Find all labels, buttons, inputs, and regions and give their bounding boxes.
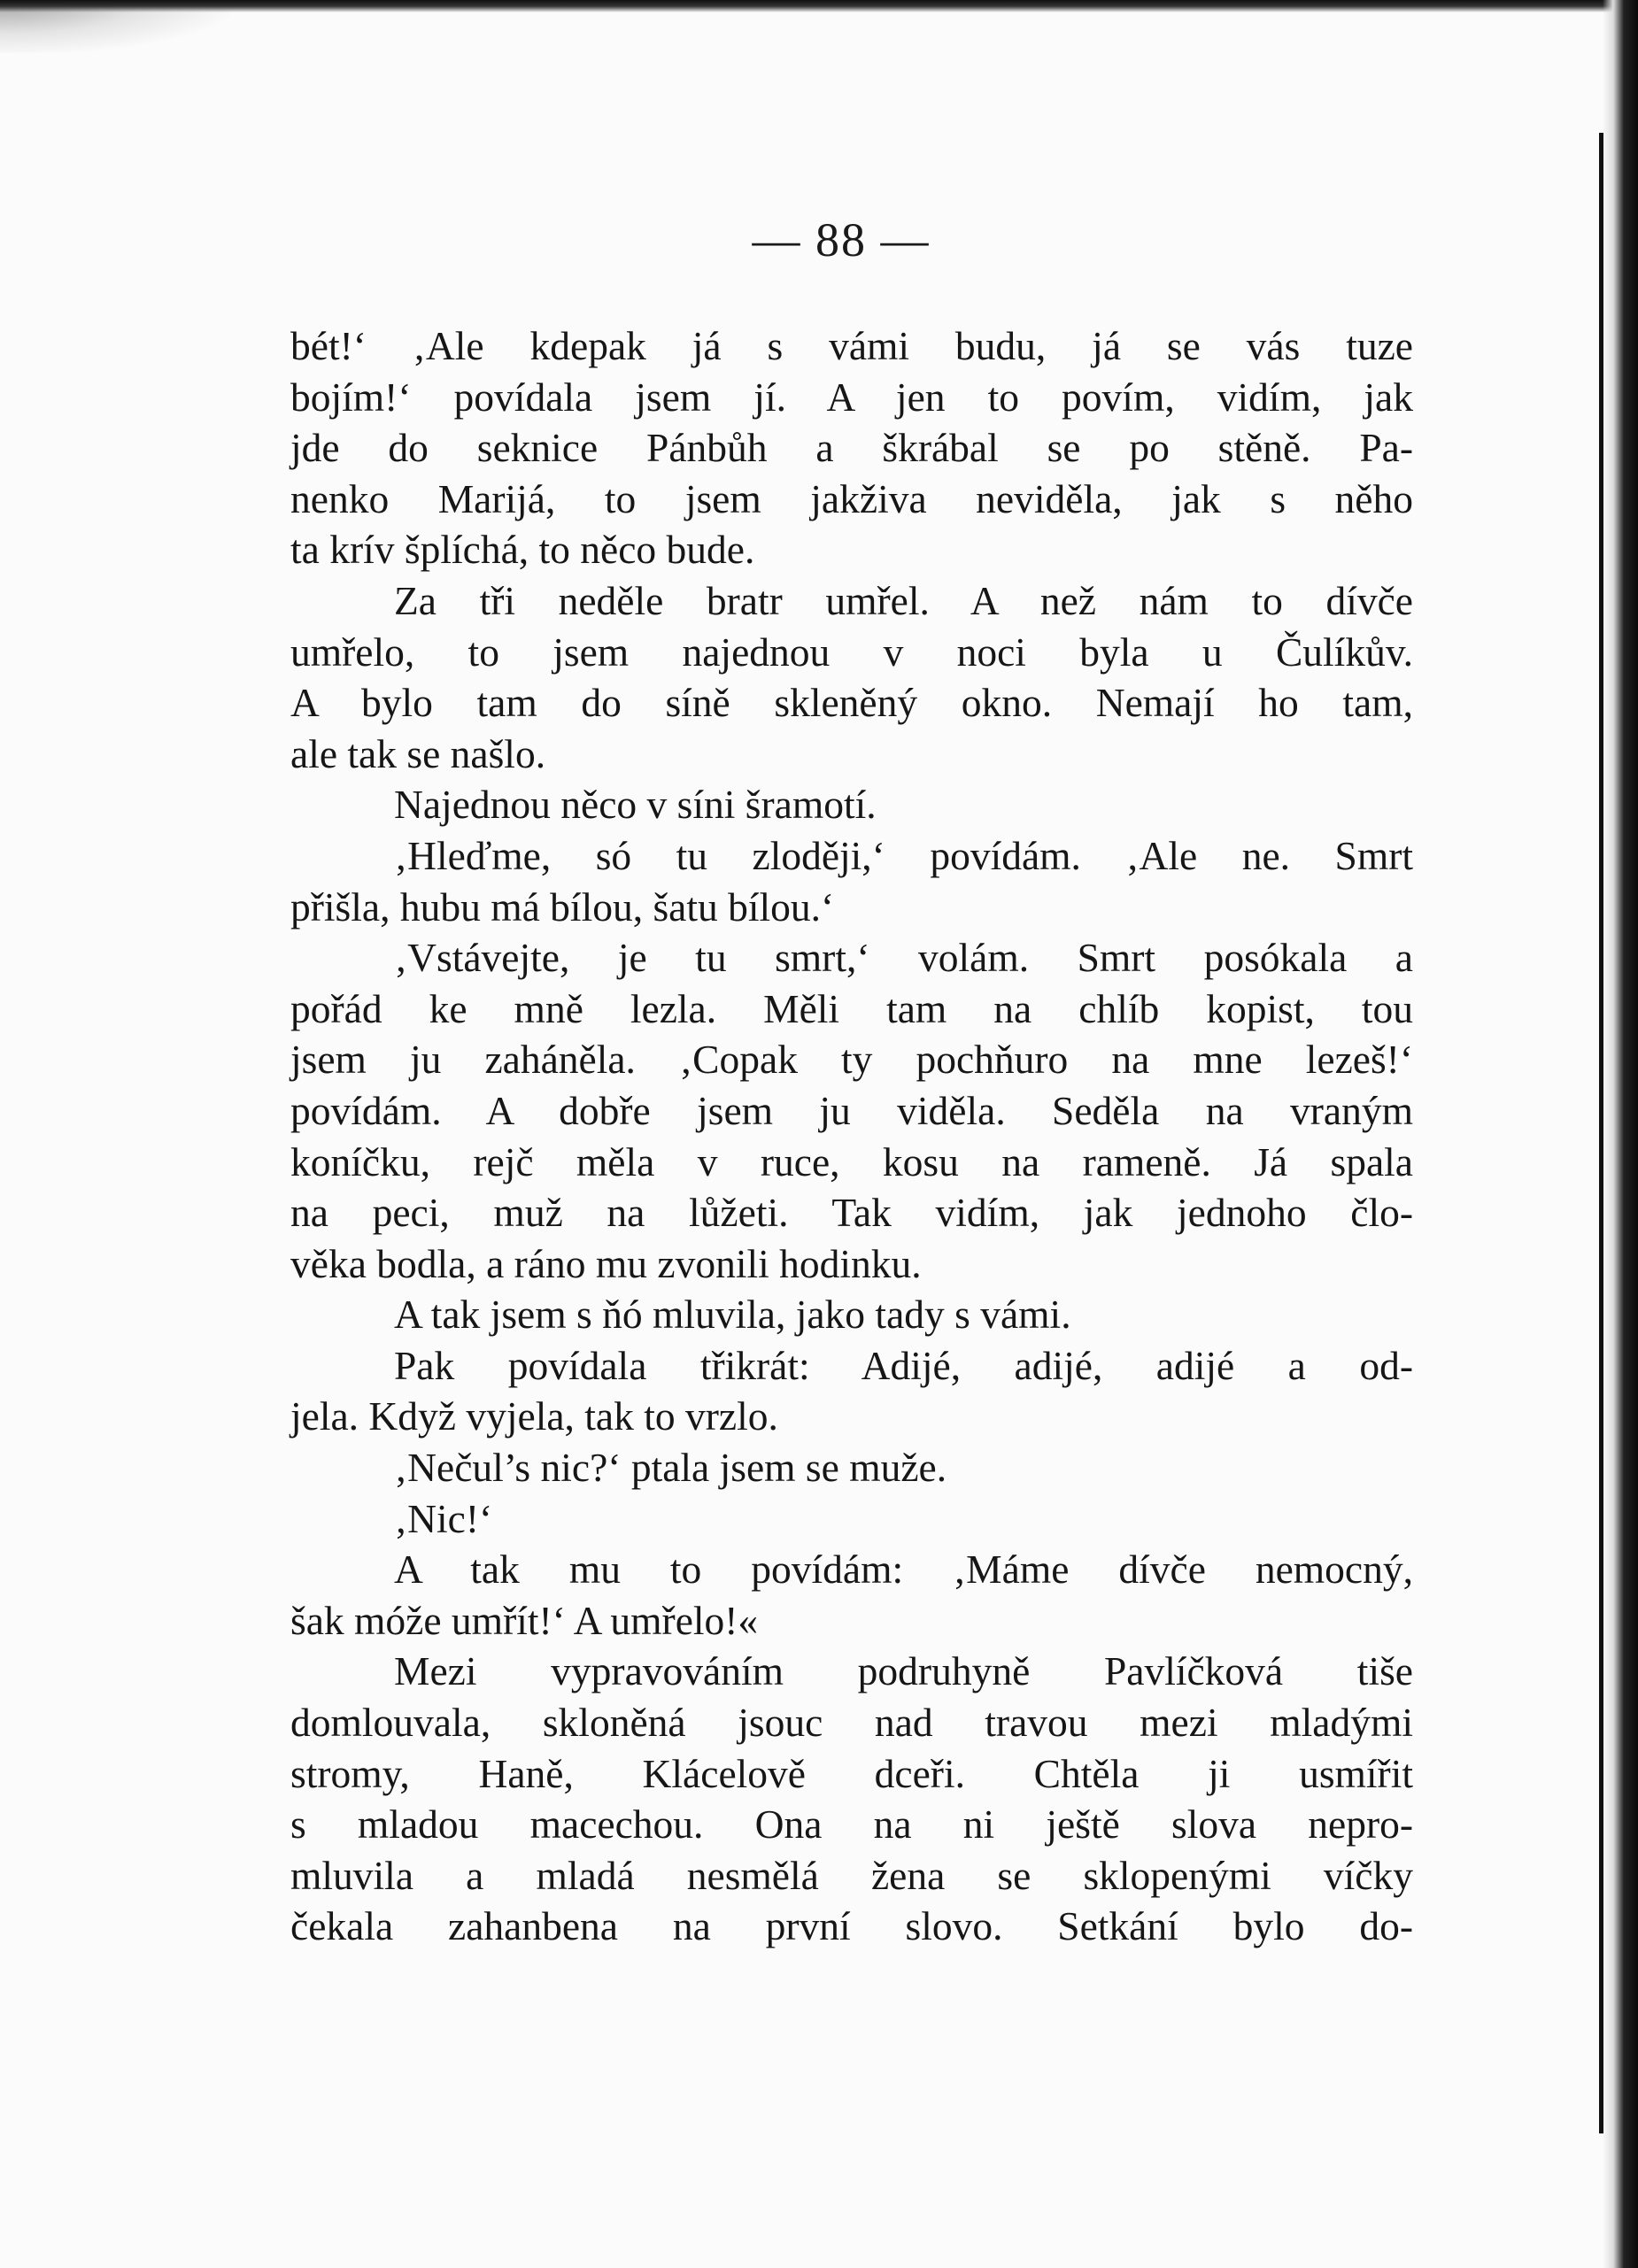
page-number: — 88 — bbox=[752, 213, 931, 266]
text-line: Najednou něco v síni šramotí. bbox=[394, 782, 877, 828]
text-line: Mezi vypravováním podruhyně Pavlíčková tiše bbox=[394, 1648, 1413, 1694]
text-line: s mladou macechou. Ona na ni ještě slova nepro- bbox=[290, 1801, 1413, 1848]
text-line: A tak jsem s ňó mluvila, jako tady s vámi. bbox=[394, 1292, 1071, 1338]
text-line: jsem ju zaháněla. ‚Copak ty pochňuro na mne lezeš!‘ bbox=[290, 1037, 1413, 1083]
text-line: mluvila a mladá nesmělá žena se sklopenými víčky bbox=[290, 1852, 1413, 1898]
text-line: ‚Nečul’s nic?‘ ptala jsem se muže. bbox=[394, 1445, 947, 1491]
text-line: Za tři neděle bratr umřel. A než nám to dívče bbox=[394, 577, 1413, 623]
text-line: jde do seknice Pánbůh a škrábal se po stěně. Pa- bbox=[290, 425, 1413, 471]
text-line: ‚Nic!‘ bbox=[394, 1495, 493, 1541]
text-line: Pak povídala třikrát: Adijé, adijé, adijé a od- bbox=[394, 1342, 1413, 1388]
text-line: A bylo tam do síně skleněný okno. Nemají ho tam, bbox=[290, 680, 1413, 726]
text-line: bojím!‘ povídala jsem jí. A jen to povím, vidím, jak bbox=[290, 374, 1413, 420]
text-line: ‚Vstávejte, je tu smrt,‘ volám. Smrt posókala a bbox=[394, 935, 1413, 981]
text-line: čekala zahanbena na první slovo. Setkání bylo do- bbox=[290, 1903, 1413, 1949]
text-line: ale tak se našlo. bbox=[290, 730, 546, 776]
text-line: nenko Marijá, to jsem jakživa neviděla, jak s něho bbox=[290, 475, 1413, 521]
text-line: ta krív šplíchá, to něco bude. bbox=[290, 527, 755, 573]
text-line: šak móže umřít!‘ A umřelo!« bbox=[290, 1597, 759, 1643]
text-line: na peci, muž na lůžeti. Tak vidím, jak jednoho člo- bbox=[290, 1190, 1413, 1236]
page-edge-line bbox=[1599, 133, 1603, 2133]
text-line: bét!‘ ‚Ale kdepak já s vámi budu, já se vás tuze bbox=[290, 323, 1413, 368]
text-line: koníčku, rejč měla v ruce, kosu na rameně. Já spala bbox=[290, 1138, 1413, 1184]
scan-edge-right bbox=[1603, 0, 1638, 2268]
text-line: jela. Když vyjela, tak to vrzlo. bbox=[290, 1393, 778, 1439]
text-line: povídám. A dobře jsem ju viděla. Seděla na vraným bbox=[290, 1087, 1413, 1133]
text-line: pořád ke mně lezla. Měli tam na chlíb kopist, tou bbox=[290, 985, 1413, 1031]
text-line: umřelo, to jsem najednou v noci byla u Čulíkův. bbox=[290, 629, 1413, 675]
text-line: věka bodla, a ráno mu zvonili hodinku. bbox=[290, 1240, 922, 1286]
scan-edge-top bbox=[0, 0, 1638, 12]
text-line: přišla, hubu má bílou, šatu bílou.‘ bbox=[290, 883, 835, 930]
body-text bbox=[290, 320, 1413, 1952]
text-line: A tak mu to povídám: ‚Máme dívče nemocný, bbox=[394, 1547, 1413, 1593]
text-line: domlouvala, skloněná jsouc nad travou mezi mladými bbox=[290, 1700, 1413, 1746]
text-line: stromy, Haně, Klácelově dceři. Chtěla ji usmířit bbox=[290, 1750, 1413, 1796]
text-line: ‚Hleďme, só tu zloději,‘ povídám. ‚Ale ne. Smrt bbox=[394, 832, 1413, 878]
